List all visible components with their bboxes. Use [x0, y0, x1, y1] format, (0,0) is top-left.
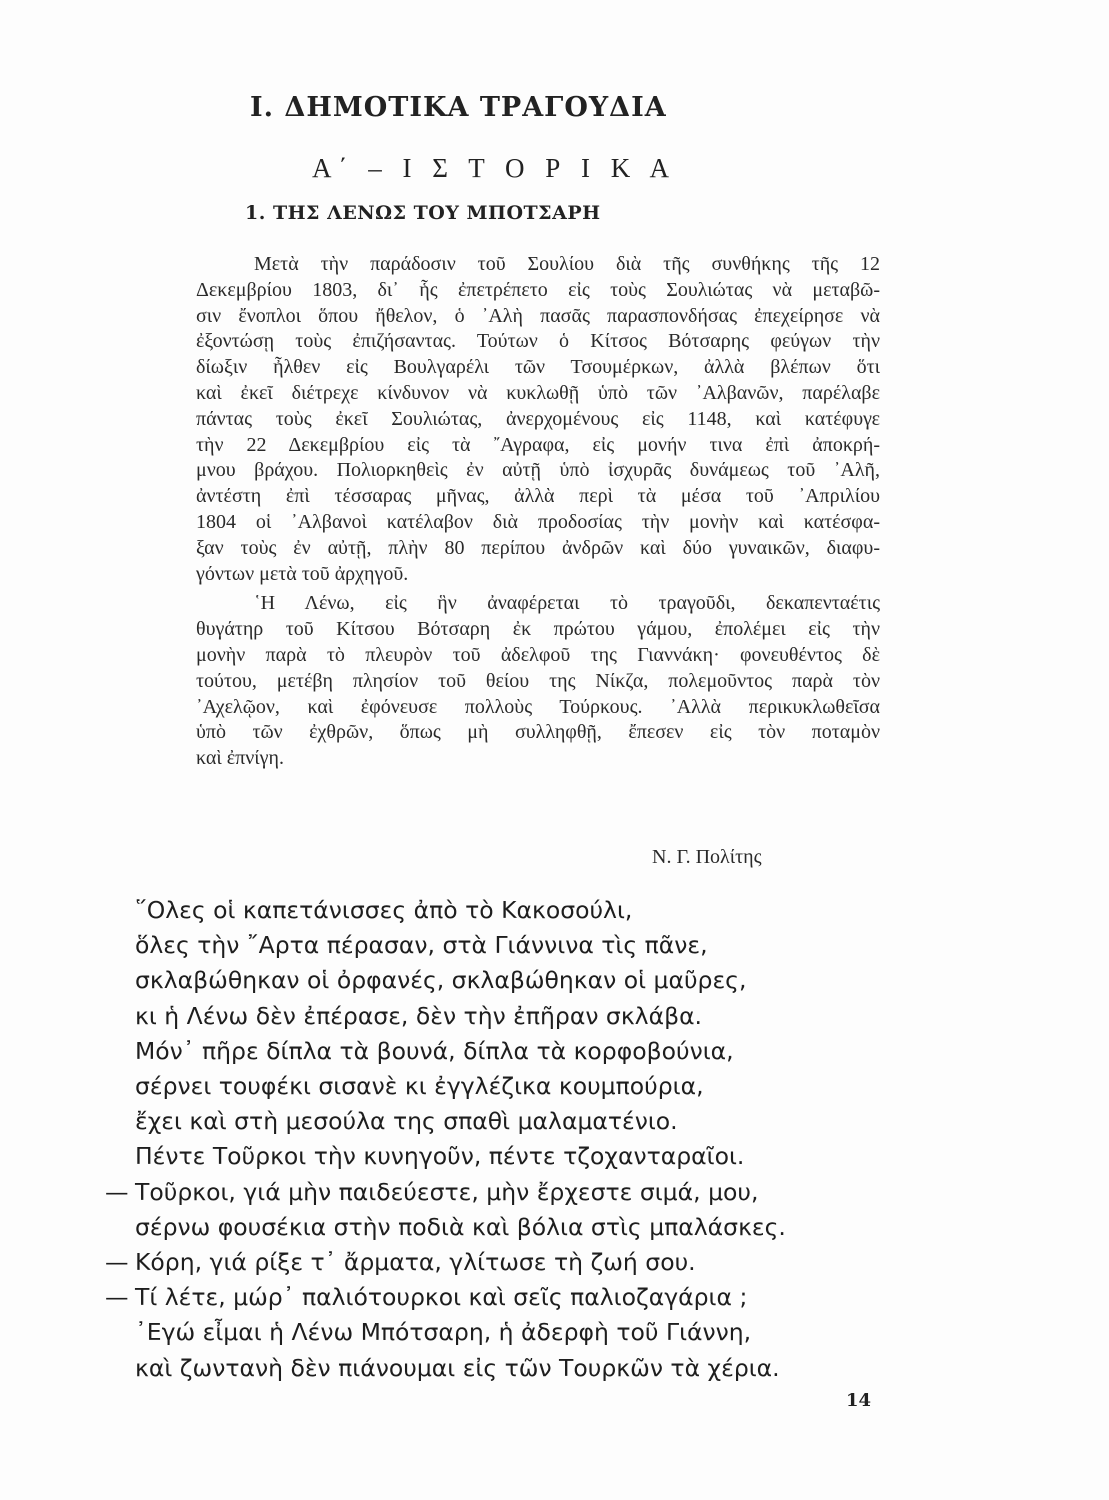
text-line: ὑπὸ τῶν ἐχθρῶν, ὅπως μὴ συλληφθῇ, ἔπεσεν εἰς τὸν ποταμὸν: [196, 721, 880, 744]
verse-text: κι ἡ Λένω δὲν ἐπέρασε, δὲν τὴν ἐπῆραν σκλάβα.: [135, 1001, 703, 1030]
verse-line: [105, 1245, 885, 1280]
verse-line: [105, 1139, 885, 1174]
text-line: Μετὰ τὴν παράδοσιν τοῦ Σουλίου διὰ τῆς συνθήκης τῆς 12: [254, 253, 880, 275]
song-title: 1. ΤΗΣ ΛΕΝΩΣ ΤΟΥ ΜΠΟΤΣΑΡΗ: [245, 202, 601, 224]
verse-text: ῞Ολες οἱ καπετάνισσες ἀπὸ τὸ Κακοσούλι,: [135, 896, 633, 924]
verse-text: σέρνει τουφέκι σισανὲ κι ἐγγλέζικα κουμπούρια,: [135, 1072, 704, 1101]
introduction-text: [196, 252, 880, 772]
verse-text: ἔχει καὶ στὴ μεσούλα της σπαθὶ μαλαματένιο.: [135, 1107, 678, 1136]
dialogue-dash: —: [105, 1283, 129, 1312]
text-line: Δεκεμβρίου 1803, δι᾽ ἧς ἐπετρέπετο εἰς τοὺς Σουλιώτας νὰ μεταβῶ-: [196, 278, 880, 301]
text-line: τὴν 22 Δεκεμβρίου εἰς τὰ ῎Αγραφα, εἰς μονήν τινα ἐπὶ ἀποκρή-: [196, 433, 880, 456]
verse-line: [105, 1069, 885, 1104]
chapter-heading: I. ΔΗΜΟΤΙΚΑ ΤΡΑΓΟΥΔΙΑ: [250, 92, 667, 123]
verse-text: σκλαβώθηκαν οἱ ὀρφανές, σκλαβώθηκαν οἱ μαῦρες,: [135, 966, 747, 995]
section-heading: Α΄ – Ι Σ Τ Ο Ρ Ι Κ Α: [312, 153, 676, 183]
author-signature: Ν. Γ. Πολίτης: [652, 846, 762, 868]
intro-paragraph-2: [196, 591, 880, 772]
verse-line: [105, 1175, 885, 1210]
verse-line: [105, 1210, 885, 1245]
text-line: ἐξοντώσῃ τοὺς ἐπιζήσαντας. Τούτων ὁ Κίτσος Βότσαρης φεύγων τὴν: [196, 330, 880, 353]
verse-line: [105, 999, 885, 1034]
text-line: ᾽Αχελῷον, καὶ ἐφόνευσε πολλοὺς Τούρκους. ᾽Αλλὰ περικυκλωθεῖσα: [196, 695, 880, 718]
verse-line: [105, 1315, 885, 1350]
text-line: μονὴν παρὰ τὸ πλευρὸν τοῦ ἀδελφοῦ της Γιαννάκη· φονευθέντος δὲ: [196, 643, 880, 666]
text-line: ἀντέστη ἐπὶ τέσσαρας μῆνας, ἀλλὰ περὶ τὰ μέσα τοῦ ᾽Απριλίου: [196, 485, 880, 508]
text-line: τούτου, μετέβη πλησίον τοῦ θείου της Νίκζα, πολεμοῦντος παρὰ τὸν: [196, 669, 880, 692]
verse-text: Τοῦρκοι, γιά μὴν παιδεύεστε, μὴν ἔρχεστε σιμά, μου,: [135, 1177, 759, 1206]
verse-line: [105, 893, 885, 928]
verse-line: [105, 1034, 885, 1069]
text-line: πάντας τοὺς ἐκεῖ Σουλιώτας, ἀνερχομένους εἰς 1148, καὶ κατέφυγε: [196, 407, 880, 430]
verse-line: [105, 1280, 885, 1315]
text-line: δίωξιν ἦλθεν εἰς Βουλγαρέλι τῶν Τσουμέρκων, ἀλλὰ βλέπων ὅτι: [196, 356, 880, 379]
text-line: 1804 οἱ ᾽Αλβανοὶ κατέλαβον διὰ προδοσίας τὴν μονὴν καὶ κατέσφα-: [196, 510, 880, 533]
verse-text: καὶ ζωντανὴ δὲν πιάνουμαι εἰς τῶν Τουρκῶν τὰ χέρια.: [135, 1353, 780, 1382]
verse-text: ᾽Εγώ εἶμαι ἡ Λένω Μπότσαρη, ἡ ἀδερφὴ τοῦ Γιάννη,: [135, 1318, 752, 1347]
text-line: καὶ ἐκεῖ διέτρεχε κίνδυνον νὰ κυκλωθῇ ὑπὸ τῶν ᾽Αλβανῶν, παρέλαβε: [196, 381, 880, 404]
intro-paragraph-1: [196, 252, 880, 587]
verse-text: σέρνω φουσέκια στὴν ποδιὰ καὶ βόλια στὶς μπαλάσκες.: [135, 1212, 786, 1241]
page-number: 14: [846, 1390, 872, 1411]
verse-text: Κόρη, γιά ρίξε τ᾽ ἄρματα, γλίτωσε τὴ ζωή σου.: [135, 1248, 696, 1277]
dialogue-dash: —: [105, 1248, 129, 1277]
text-line: σιν ἔνοπλοι ὅπου ἤθελον, ὁ ᾽Αλὴ πασᾶς παρασπονδήσας ἐπεχείρησε νὰ: [196, 304, 880, 327]
verse-line: [105, 928, 885, 963]
text-line: θυγάτηρ τοῦ Κίτσου Βότσαρη ἐκ πρώτου γάμου, ἐπολέμει εἰς τὴν: [196, 618, 880, 641]
verse-text: Πέντε Τοῦρκοι τὴν κυνηγοῦν, πέντε τζοχανταραῖοι.: [135, 1142, 745, 1171]
verse-line: [105, 1104, 885, 1139]
verse-text: Μόν᾽ πῆρε δίπλα τὰ βουνά, δίπλα τὰ κορφοβούνια,: [135, 1036, 734, 1065]
text-line: γόντων μετὰ τοῦ ἀρχηγοῦ.: [196, 562, 409, 585]
text-line: μνου βράχου. Πολιορκηθεὶς ἐν αὐτῇ ὑπὸ ἰσχυρᾶς δυνάμεως τοῦ ᾽Αλῆ,: [196, 459, 880, 482]
poem-text: [105, 893, 885, 1386]
verse-text: Τί λέτε, μώρ᾽ παλιότουρκοι καὶ σεῖς παλιοζαγάρια ;: [135, 1283, 748, 1312]
dialogue-dash: —: [105, 1177, 129, 1206]
text-line: ῾Η Λένω, εἰς ἣν ἀναφέρεται τὸ τραγοῦδι, δεκαπενταέτις: [254, 592, 880, 615]
verse-line: [105, 1351, 885, 1386]
text-line: καὶ ἐπνίγη.: [196, 747, 284, 770]
verse-text: ὅλες τὴν ῎Αρτα πέρασαν, στὰ Γιάννινα τὶς πᾶνε,: [135, 931, 708, 960]
text-line: ξαν τοὺς ἐν αὐτῇ, πλὴν 80 περίπου ἀνδρῶν καὶ δύο γυναικῶν, διαφυ-: [196, 536, 880, 559]
verse-line: [105, 963, 885, 998]
